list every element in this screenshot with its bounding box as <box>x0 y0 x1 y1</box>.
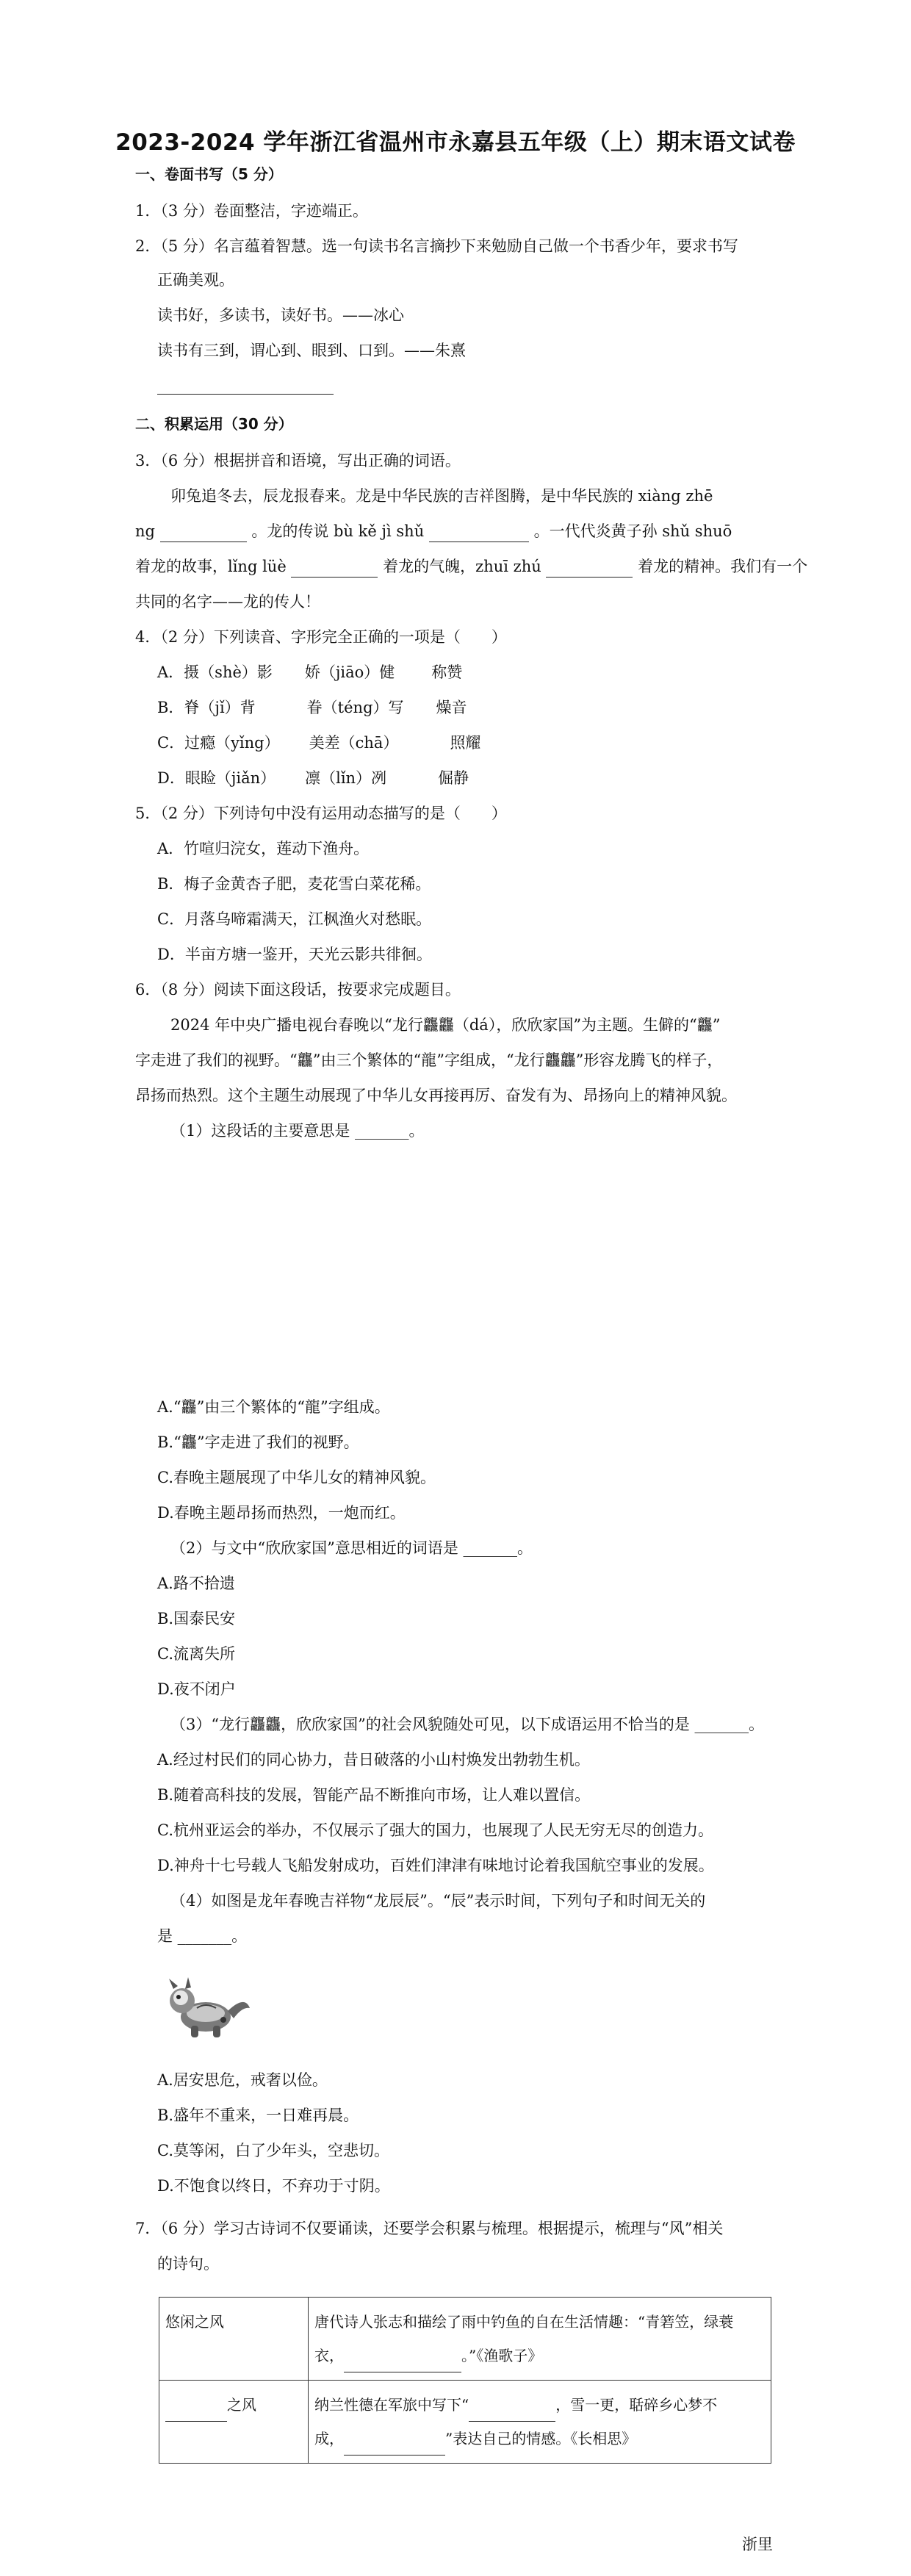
q5-option-c: C．月落乌啼霜满天，江枫渔火对愁眠。 <box>157 910 432 928</box>
question-3-para-line4: 共同的名字——龙的传人！ <box>135 593 320 611</box>
q6-sub1-option-c: C.春晚主题展现了中华儿女的精神风貌。 <box>157 1469 436 1486</box>
section-heading-1: 一、卷面书写（5 分） <box>135 165 283 183</box>
blank-changxiangsi-2[interactable] <box>344 2439 445 2456</box>
question-3-para-line1: 卯兔追冬去，辰龙报春来。龙是中华民族的吉祥图腾，是中华民族的 xiàng zhē <box>170 487 713 505</box>
question-5-stem: 5．（2 分）下列诗句中没有运用动态描写的是（ ） <box>135 805 507 822</box>
row1-label: 悠闲之风 <box>159 2298 309 2381</box>
q6-sub4-option-a: A.居安思危，戒奢以俭。 <box>157 2071 328 2089</box>
question-1: 1．（3 分）卷面整洁，字迹端正。 <box>135 202 368 220</box>
q6-sub1-option-b: B.“龘”字走进了我们的视野。 <box>157 1433 359 1451</box>
q6-sub4-line1: （4）如图是龙年春晚吉祥物“龙辰辰”。“辰”表示时间，下列句子和时间无关的 <box>170 1892 706 1910</box>
table-row <box>159 2381 771 2464</box>
q5-option-a: A．竹喧归浣女，莲动下渔舟。 <box>157 840 370 857</box>
q6-sub1-option-d: D.春晚主题昂扬而热烈，一炮而红。 <box>157 1504 406 1522</box>
blank-wind-type[interactable] <box>165 2405 227 2422</box>
q6-sub1-option-a: A.“龘”由三个繁体的“龍”字组成。 <box>157 1398 390 1416</box>
blank-zhuizhu[interactable] <box>546 561 633 578</box>
q4-option-b: B．脊（jǐ）背 眷（téng）写 燥音 <box>157 699 467 716</box>
section-heading-2: 二、积累运用（30 分） <box>135 415 293 433</box>
blank-bukejishu[interactable] <box>429 525 529 542</box>
blank-linglue[interactable] <box>291 561 378 578</box>
q6-sub4-option-d: D.不饱食以终日，不弃功于寸阴。 <box>157 2177 390 2195</box>
blank-xiangzheng[interactable] <box>160 525 247 542</box>
q5-option-b: B．梅子金黄杏子肥，麦花雪白菜花稀。 <box>157 875 431 893</box>
table-row <box>159 2298 771 2381</box>
q4-option-d: D．眼睑（jiǎn） 凛（lǐn）冽 倔静 <box>157 769 469 787</box>
q6-sub2-option-d: D.夜不闭户 <box>157 1680 236 1698</box>
question-3-stem: 3．（6 分）根据拼音和语境，写出正确的词语。 <box>135 452 461 469</box>
q6-sub4-option-c: C.莫等闲，白了少年头，空悲切。 <box>157 2142 389 2159</box>
question-7-line1: 7．（6 分）学习古诗词不仅要诵读，还要学会积累与梳理。根据提示，梳理与“风”相关 <box>135 2220 724 2237</box>
row2-label: 之风 <box>159 2381 309 2464</box>
blank-yuge[interactable] <box>344 2356 461 2372</box>
q4-option-c: C．过瘾（yǐng） 美差（chā） 照耀 <box>157 734 481 752</box>
q6-sub4-line2: 是 _______。 <box>157 1927 248 1945</box>
q6-sub2-option-c: C.流离失所 <box>157 1645 235 1663</box>
row2-content: 纳兰性德在军旅中写下“ ，雪一更，聒碎乡心梦不 成， ”表达自己的情感。《长相思》 <box>309 2381 771 2464</box>
question-4-stem: 4．（2 分）下列读音、字形完全正确的一项是（ ） <box>135 628 507 646</box>
wind-poem-table <box>159 2297 771 2464</box>
quote-zhuxi: 读书有三到，谓心到、眼到、口到。——朱熹 <box>157 342 466 359</box>
question-3-para-line3: 着龙的故事，lǐng lüè 着龙的气魄，zhuī zhú 着龙的精神。我们有一个 <box>135 555 807 578</box>
question-3-para-line2: ng 。龙的传说 bù kě jì shǔ 。一代代炎黄子孙 shǔ shuō <box>135 520 732 542</box>
dragon-mascot-image <box>160 1973 256 2043</box>
q6-sub3-stem: （3）“龙行龘龘，欣欣家国”的社会风貌随处可见，以下成语运用不恰当的是 _______。 <box>170 1716 765 1733</box>
quote-bingxin: 读书好，多读书，读好书。——冰心 <box>157 306 404 324</box>
q6-sub3-option-d: D.神舟十七号载人飞船发射成功，百姓们津津有味地讨论着我国航空事业的发展。 <box>157 1857 714 1874</box>
q6-sub4-option-b: B.盛年不重来，一日难再晨。 <box>157 2107 359 2124</box>
q6-passage-line2: 字走进了我们的视野。“龘”由三个繁体的“龍”字组成，“龙行龘龘”形容龙腾飞的样子， <box>135 1051 723 1069</box>
q4-option-a: A．摄（shè）影 娇（jiāo）健 称赞 <box>157 663 463 681</box>
answer-line-q2 <box>157 394 334 395</box>
q5-option-d: D．半亩方塘一鉴开，天光云影共徘徊。 <box>157 946 432 963</box>
q6-sub1-stem: （1）这段话的主要意思是 _______。 <box>170 1122 425 1140</box>
question-2-line2: 正确美观。 <box>157 271 234 289</box>
footer-mark: 浙里 <box>742 2536 773 2553</box>
q6-sub2-option-a: A.路不拾遗 <box>157 1575 235 1592</box>
q6-sub2-option-b: B.国泰民安 <box>157 1610 236 1627</box>
q6-passage-line1: 2024 年中央广播电视台春晚以“龙行龘龘（dá），欣欣家国”为主题。生僻的“龘” <box>170 1016 721 1034</box>
question-6-stem: 6．（8 分）阅读下面这段话，按要求完成题目。 <box>135 981 461 999</box>
q6-sub3-option-c: C.杭州亚运会的举办，不仅展示了强大的国力，也展现了人民无穷无尽的创造力。 <box>157 1821 713 1839</box>
blank-changxiangsi-1[interactable] <box>469 2405 555 2422</box>
exam-title: 2023-2024 学年浙江省温州市永嘉县五年级（上）期末语文试卷 <box>115 129 796 156</box>
question-2-line1: 2．（5 分）名言蕴着智慧。选一句读书名言摘抄下来勉励自己做一个书香少年，要求书写 <box>135 237 738 255</box>
q6-passage-line3: 昂扬而热烈。这个主题生动展现了中华儿女再接再厉、奋发有为、昂扬向上的精神风貌。 <box>135 1087 737 1104</box>
question-7-line2: 的诗句。 <box>157 2255 219 2273</box>
q6-sub2-stem: （2）与文中“欣欣家国”意思相近的词语是 _______。 <box>170 1539 533 1557</box>
q6-sub3-option-a: A.经过村民们的同心协力，昔日破落的小山村焕发出勃勃生机。 <box>157 1751 590 1769</box>
q6-sub3-option-b: B.随着高科技的发展，智能产品不断推向市场，让人难以置信。 <box>157 1786 591 1804</box>
row1-content: 唐代诗人张志和描绘了雨中钓鱼的自在生活情趣：“青箬笠，绿蓑 衣， 。”《渔歌子》 <box>309 2298 771 2381</box>
